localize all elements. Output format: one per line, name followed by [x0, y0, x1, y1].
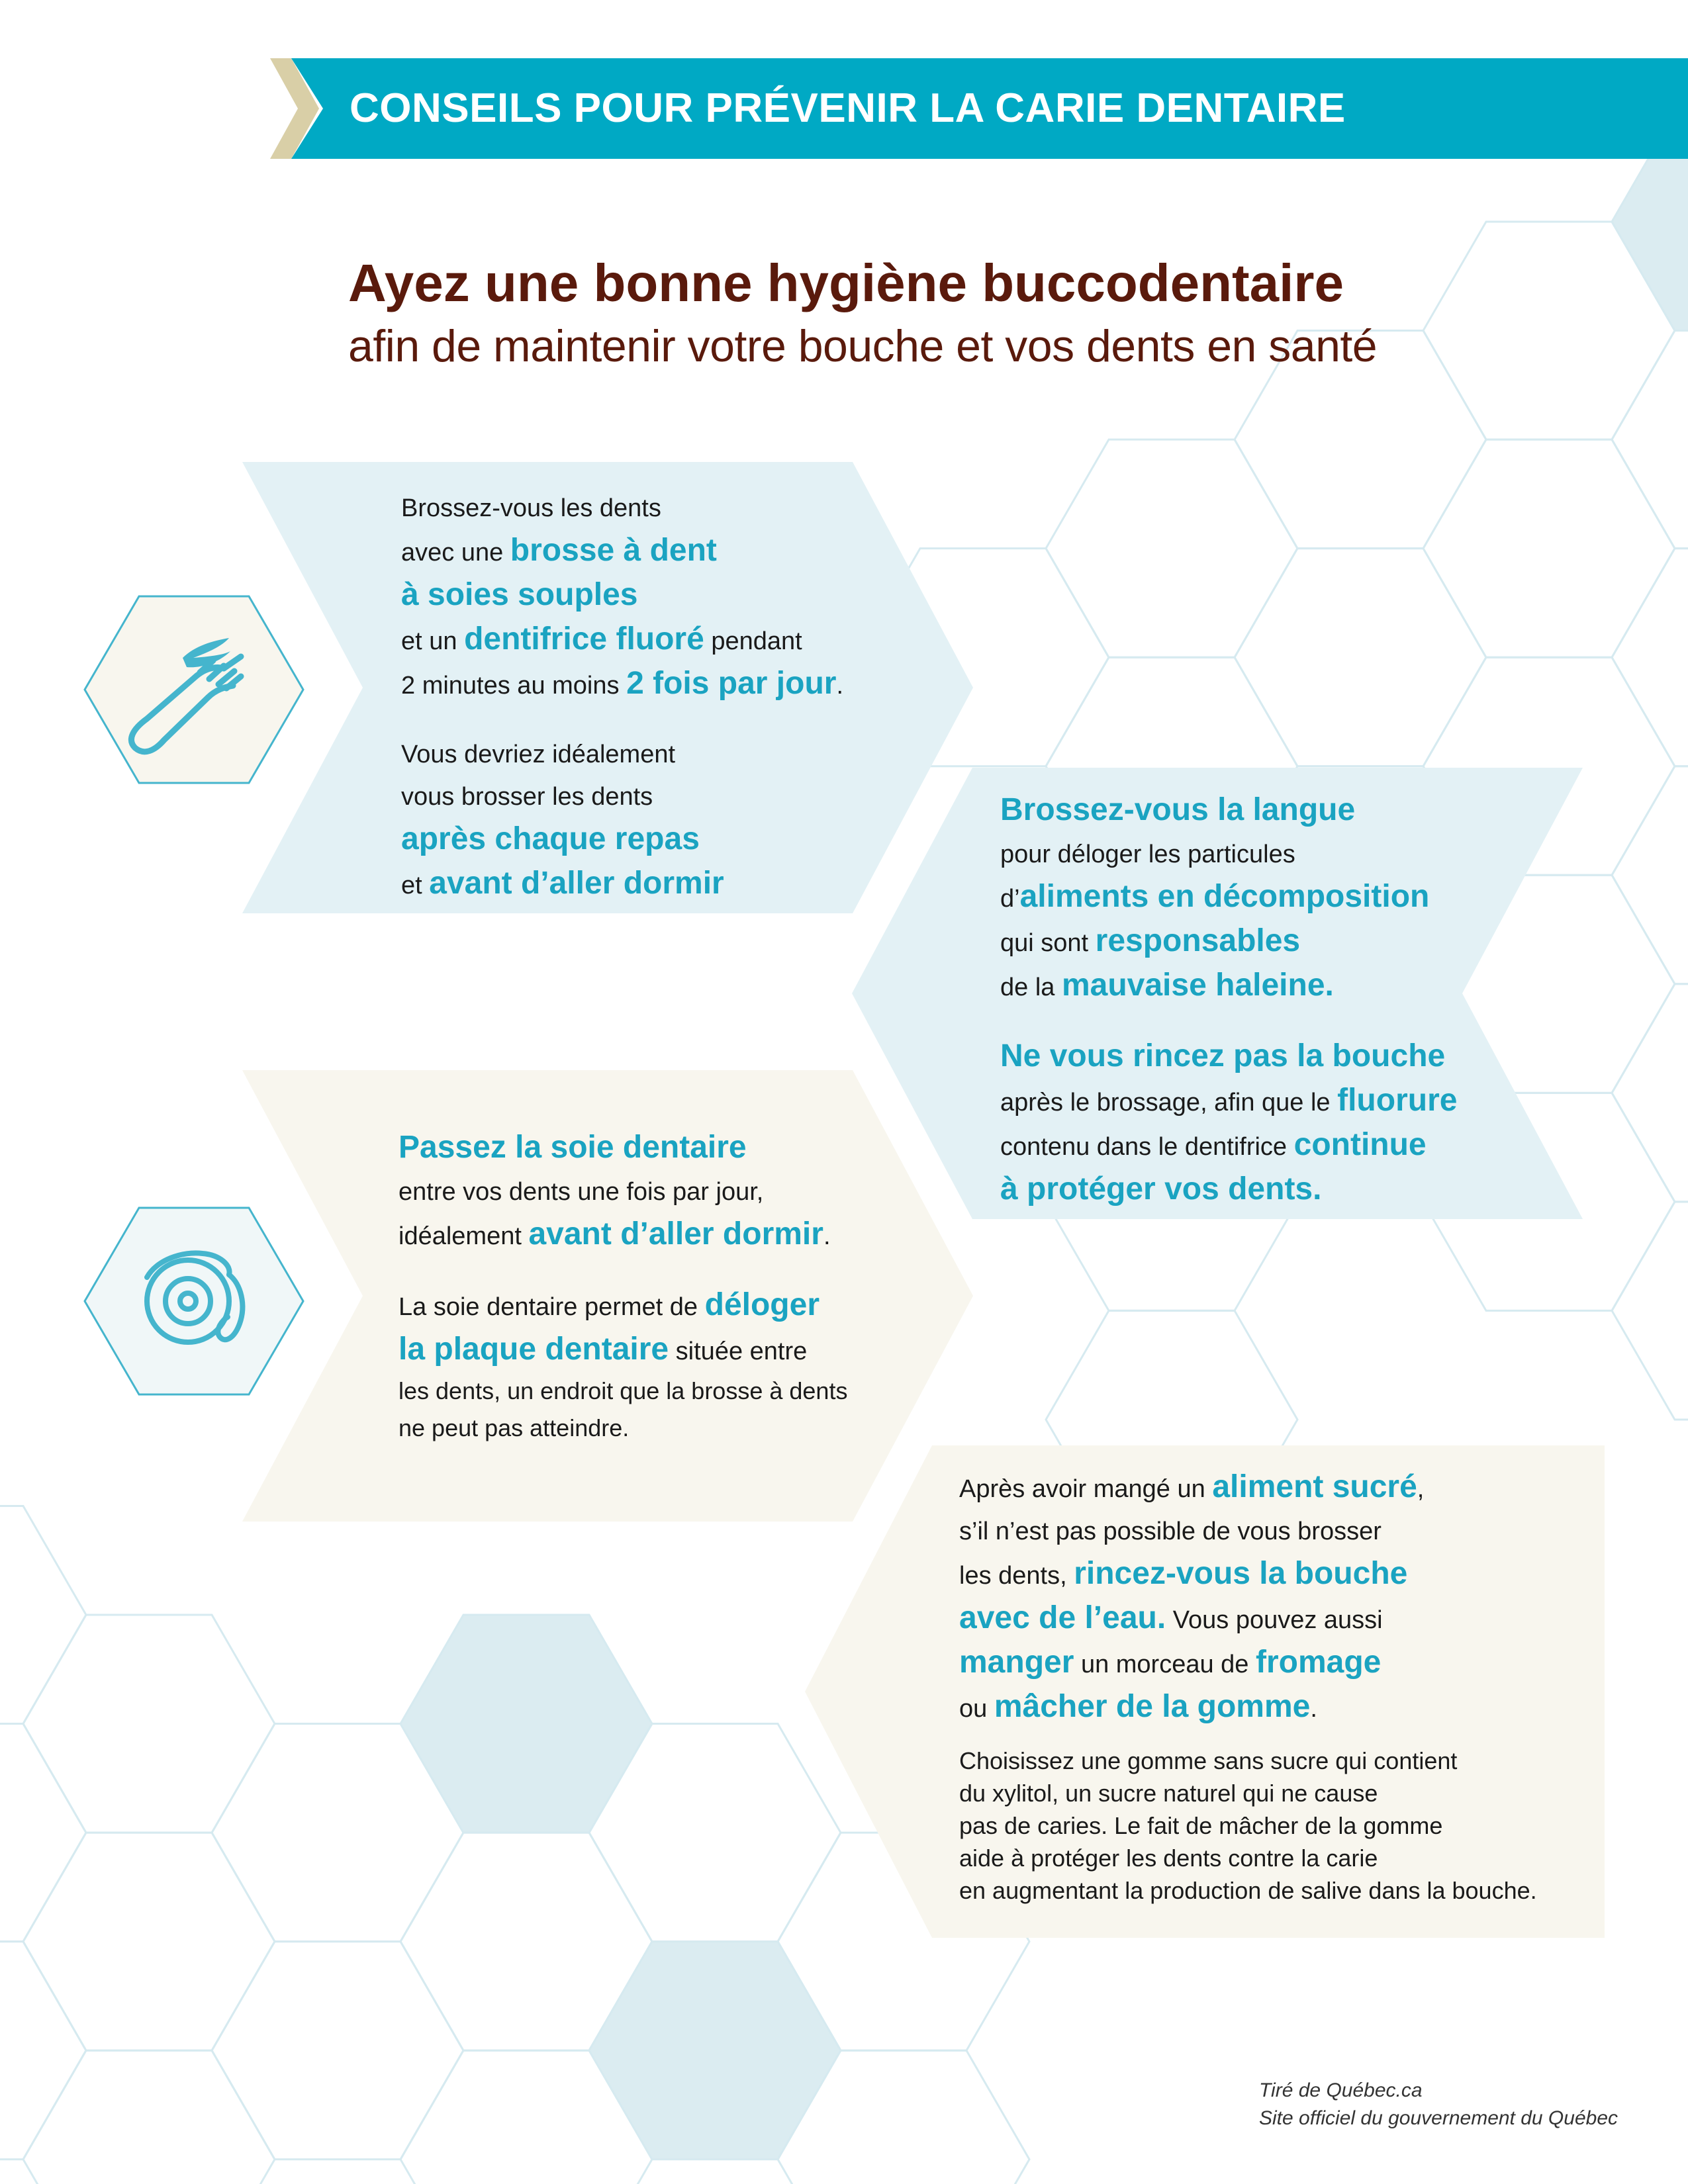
- headline-subtitle: afin de maintenir votre bouche et vos dents en santé: [348, 321, 1378, 371]
- text-line: d’: [1000, 885, 1020, 913]
- background-hexagon: [23, 1615, 275, 1833]
- text-line: La soie dentaire permet de: [399, 1293, 705, 1321]
- text-line: en augmentant la production de salive dans la bouche.: [959, 1877, 1537, 1904]
- text-line: pour déloger les particules: [1000, 841, 1295, 868]
- brushing-text: [401, 487, 843, 907]
- highlight-text: 2 fois par jour: [626, 666, 837, 701]
- background-hexagon: [1612, 984, 1688, 1202]
- source-line-2: Site officiel du gouvernement du Québec: [1259, 2107, 1618, 2129]
- source-line-1: Tiré de Québec.ca: [1259, 2079, 1423, 2101]
- text-line: Brossez-vous les dents: [401, 494, 661, 522]
- text-line: avec une: [401, 539, 510, 567]
- text-line: ou: [959, 1695, 994, 1723]
- headline: [348, 250, 1377, 376]
- text-line: pendant: [704, 627, 802, 655]
- text-line: ,: [1417, 1475, 1425, 1503]
- toothbrush-icon: [83, 594, 305, 785]
- background-hexagon: [1612, 331, 1688, 549]
- text-line: après le brossage, afin que le: [1000, 1089, 1338, 1116]
- background-hexagon: [212, 1942, 463, 2160]
- highlight-text: continue: [1293, 1127, 1427, 1162]
- text-line: pas de caries. Le fait de mâcher de la gomme: [959, 1812, 1443, 1839]
- highlight-text: déloger: [704, 1287, 820, 1322]
- text-line: Vous pouvez aussi: [1166, 1606, 1383, 1634]
- highlight-text: la plaque dentaire: [399, 1332, 669, 1367]
- background-hexagon: [1046, 439, 1297, 657]
- highlight-text: rincez-vous la bouche: [1074, 1556, 1408, 1591]
- background-hexagon: [1612, 1202, 1688, 1420]
- sugar-text: [959, 1466, 1537, 1907]
- highlight-text: responsables: [1095, 923, 1301, 958]
- highlight-text: dentifrice fluoré: [464, 621, 704, 657]
- text-line: Choisissez une gomme sans sucre qui contient: [959, 1747, 1458, 1774]
- background-hexagon: [23, 1833, 275, 2050]
- text-line: .: [1310, 1695, 1317, 1723]
- text-line: s’il n’est pas possible de vous brosser: [959, 1518, 1382, 1545]
- highlight-text: Passez la soie dentaire: [399, 1130, 747, 1165]
- background-hexagon: [1612, 549, 1688, 766]
- text-line: .: [836, 672, 844, 700]
- text-line: un morceau de: [1074, 1651, 1256, 1678]
- background-hexagon: [400, 1615, 652, 1833]
- text-line: .: [823, 1222, 831, 1250]
- highlight-text: fluorure: [1337, 1083, 1458, 1118]
- text-line: les dents, un endroit que la brosse à dents: [399, 1377, 848, 1404]
- background-hexagon: [23, 2050, 275, 2184]
- text-line: Vous devriez idéalement: [401, 741, 676, 768]
- text-line: contenu dans le dentifrice: [1000, 1133, 1294, 1161]
- highlight-text: avant d’aller dormir: [429, 866, 724, 901]
- text-line: aide à protéger les dents contre la carie: [959, 1844, 1378, 1872]
- highlight-text: mâcher de la gomme: [994, 1689, 1311, 1724]
- text-line: 2 minutes au moins: [401, 672, 627, 700]
- background-hexagon: [1235, 549, 1486, 766]
- tongue-text: [1000, 789, 1457, 1212]
- text-line: et un: [401, 627, 465, 655]
- highlight-text: manger: [959, 1645, 1074, 1680]
- background-hexagon: [1612, 766, 1688, 984]
- text-line: vous brosser les dents: [401, 783, 653, 811]
- highlight-text: avec de l’eau.: [959, 1600, 1166, 1635]
- background-hexagon: [1423, 439, 1675, 657]
- highlight-text: fromage: [1256, 1645, 1382, 1680]
- highlight-text: aliments en décomposition: [1019, 879, 1430, 914]
- highlight-text: à soies souples: [401, 577, 638, 612]
- headline-main: Ayez une bonne hygiène buccodentaire: [348, 253, 1344, 312]
- text-line: les dents,: [959, 1562, 1074, 1590]
- highlight-text: après chaque repas: [401, 821, 700, 856]
- highlight-text: brosse à dent: [510, 533, 717, 568]
- background-hexagon: [589, 1942, 841, 2160]
- page-title: CONSEILS POUR PRÉVENIR LA CARIE DENTAIRE: [350, 85, 1346, 131]
- dental-floss-icon: [83, 1206, 305, 1396]
- highlight-text: mauvaise haleine.: [1061, 968, 1334, 1003]
- text-line: entre vos dents une fois par jour,: [399, 1178, 764, 1206]
- text-line: qui sont: [1000, 929, 1096, 957]
- text-line: idéalement: [399, 1222, 529, 1250]
- highlight-text: à protéger vos dents.: [1000, 1171, 1322, 1206]
- highlight-text: avant d’aller dormir: [528, 1216, 823, 1251]
- floss-text: [399, 1126, 847, 1447]
- source-credit: [1259, 2077, 1618, 2132]
- text-line: ne peut pas atteindre.: [399, 1414, 630, 1441]
- text-line: Après avoir mangé un: [959, 1475, 1213, 1503]
- highlight-text: aliment sucré: [1212, 1469, 1417, 1504]
- text-line: de la: [1000, 974, 1062, 1001]
- text-line: située entre: [669, 1338, 808, 1365]
- highlight-text: Brossez-vous la langue: [1000, 792, 1356, 827]
- text-line: du xylitol, un sucre naturel qui ne cause: [959, 1780, 1378, 1807]
- highlight-text: Ne vous rincez pas la bouche: [1000, 1038, 1446, 1073]
- text-line: et: [401, 872, 430, 899]
